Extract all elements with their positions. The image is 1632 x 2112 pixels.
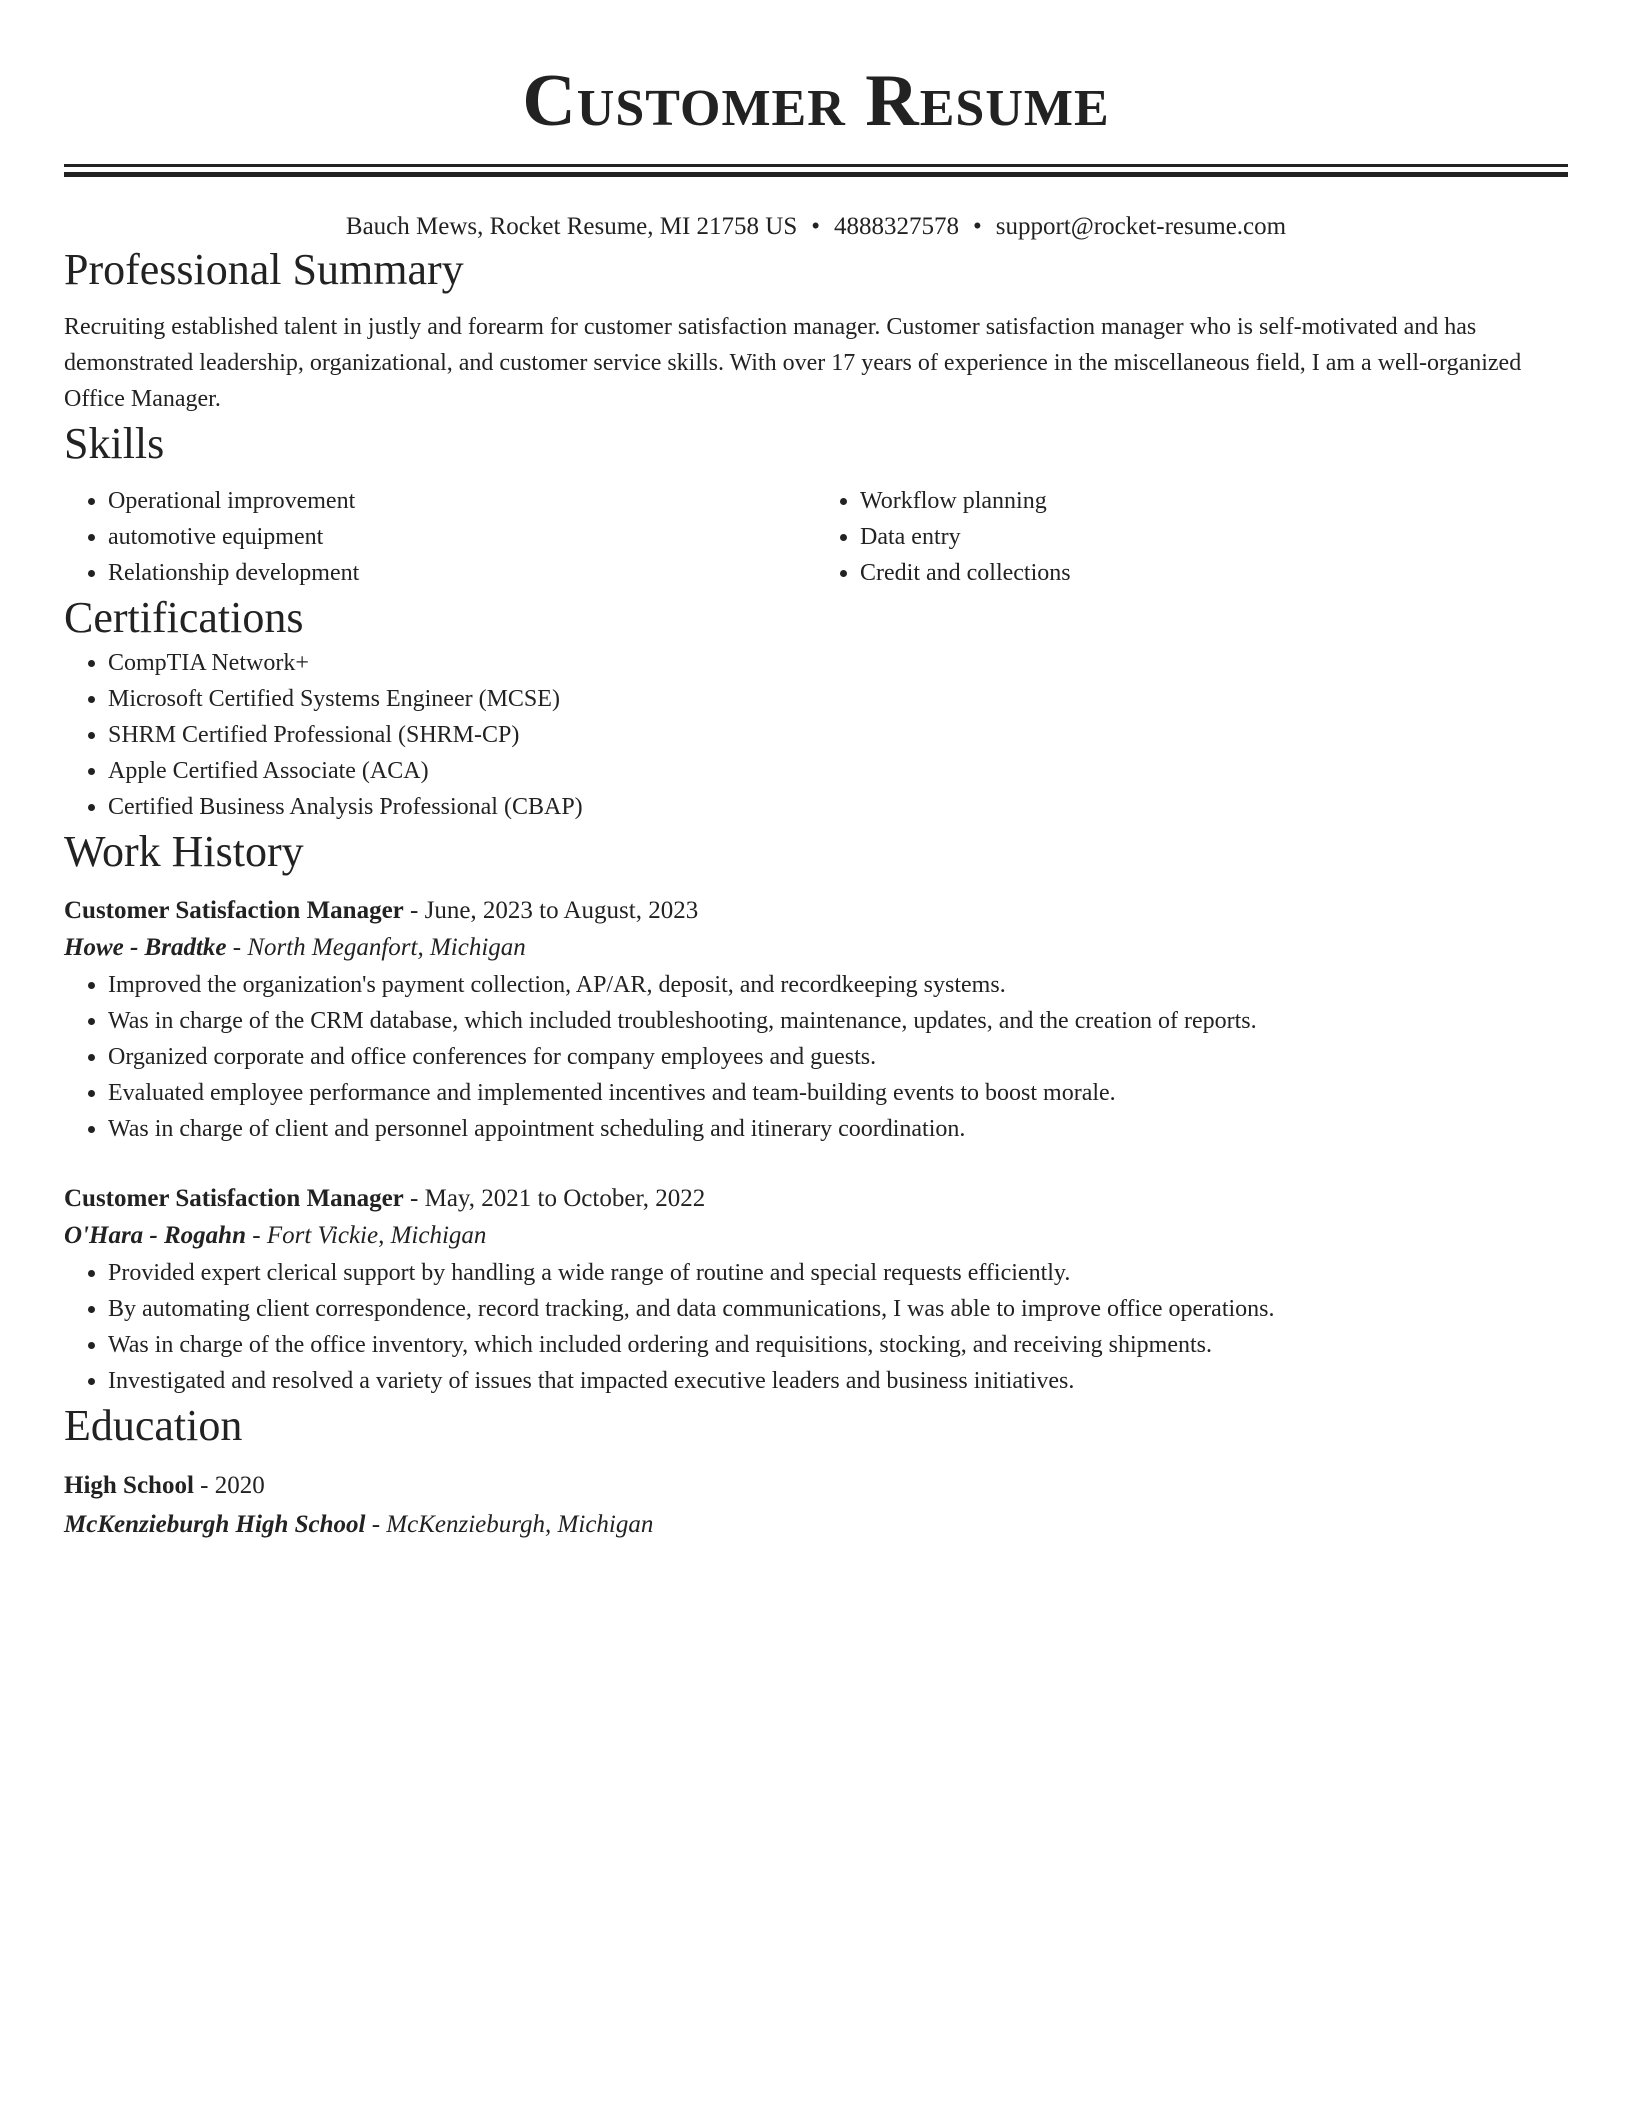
contact-separator: • <box>811 213 821 240</box>
contact-phone: 4888327578 <box>834 213 960 240</box>
duty-item: • Evaluated employee performance and implemented incentives and team-building events to boost morale. <box>108 1075 1568 1111</box>
job-location: Fort Vickie, Michigan <box>266 1222 487 1249</box>
contact-email: support@rocket-resume.com <box>995 213 1287 240</box>
duty-item: • Was in charge of client and personnel appointment scheduling and itinerary coordination. <box>108 1111 1568 1147</box>
title-rule-top <box>64 164 1568 167</box>
duty-item: • Was in charge of the CRM database, which included troubleshooting, maintenance, updates, and the creation of reports. <box>108 1003 1568 1039</box>
job-dates: May, 2021 to October, 2022 <box>424 1185 706 1212</box>
certifications-list <box>64 645 1568 825</box>
contact-separator: • <box>973 213 982 240</box>
duty-item: • By automating client correspondence, record tracking, and data communications, I was able to improve office operations. <box>108 1291 1568 1327</box>
skill-item: • Credit and collections <box>860 555 1568 591</box>
skill-item: • Workflow planning <box>860 483 1568 519</box>
skills-column-left <box>64 483 816 591</box>
certification-item: • Certified Business Analysis Professional (CBAP) <box>108 789 1568 825</box>
duty-item: • Investigated and resolved a variety of issues that impacted executive leaders and business initiatives. <box>108 1363 1568 1399</box>
summary-heading: Professional Summary <box>64 245 464 294</box>
job-entry <box>64 893 1568 1147</box>
education-degree: High School <box>64 1472 194 1499</box>
job-company-line: O'Hara - Rogahn - Fort Vickie, Michigan <box>64 1222 487 1249</box>
skills-column-right <box>816 483 1568 591</box>
certification-item: • Apple Certified Associate (ACA) <box>108 753 1568 789</box>
education-year: 2020 <box>214 1472 265 1499</box>
education-degree-line: High School - 2020 <box>64 1472 265 1499</box>
education-location: McKenzieburgh, Michigan <box>386 1511 654 1538</box>
education-heading: Education <box>64 1401 243 1450</box>
job-title: Customer Satisfaction Manager <box>64 1185 404 1212</box>
job-company: Howe - Bradtke <box>64 934 227 961</box>
skill-item: • Relationship development <box>108 555 816 591</box>
work-history-heading: Work History <box>64 827 304 876</box>
job-title-line: Customer Satisfaction Manager - June, 2023 to August, 2023 <box>64 897 699 924</box>
certification-item: • Microsoft Certified Systems Engineer (MCSE) <box>108 681 1568 717</box>
job-title-line: Customer Satisfaction Manager - May, 2021 to October, 2022 <box>64 1185 706 1212</box>
skill-item: • Data entry <box>860 519 1568 555</box>
job-location: North Meganfort, Michigan <box>247 934 526 961</box>
duty-item: • Was in charge of the office inventory, which included ordering and requisitions, stocking, and receiving shipments. <box>108 1327 1568 1363</box>
job-company: O'Hara - Rogahn <box>64 1222 246 1249</box>
certification-item: • CompTIA Network+ <box>108 645 1568 681</box>
job-duties <box>64 967 1568 1147</box>
certification-item: • SHRM Certified Professional (SHRM-CP) <box>108 717 1568 753</box>
education-school-line: McKenzieburgh High School - McKenzieburgh, Michigan <box>64 1511 654 1538</box>
duty-item: • Provided expert clerical support by handling a wide range of routine and special requests efficiently. <box>108 1255 1568 1291</box>
job-title: Customer Satisfaction Manager <box>64 897 404 924</box>
job-dates: June, 2023 to August, 2023 <box>424 897 699 924</box>
contact-address: Bauch Mews, Rocket Resume, MI 21758 US <box>345 213 798 240</box>
job-company-line: Howe - Bradtke - North Meganfort, Michigan <box>64 934 526 961</box>
resume-title: Customer Resume <box>522 60 1110 142</box>
contact-line <box>64 211 1568 243</box>
title-rule-bottom <box>64 172 1568 177</box>
duty-item: • Organized corporate and office conferences for company employees and guests. <box>108 1039 1568 1075</box>
skill-item: • Operational improvement <box>108 483 816 519</box>
education-school: McKenzieburgh High School <box>64 1511 366 1538</box>
job-duties <box>64 1255 1568 1399</box>
skills-heading: Skills <box>64 419 165 468</box>
skill-item: • automotive equipment <box>108 519 816 555</box>
skills-list <box>64 483 1568 591</box>
job-entry <box>64 1181 1568 1399</box>
summary-text: Recruiting established talent in justly and forearm for customer satisfaction manager. Customer satisfaction manager who is self-motivated and has demonstrated leadership, organizational, and customer service skills. With over 17 years of experience in the miscellaneous field, I am a well-organized Office Manager. <box>64 314 1522 412</box>
duty-item: • Improved the organization's payment collection, AP/AR, deposit, and recordkeeping systems. <box>108 967 1568 1003</box>
certifications-heading: Certifications <box>64 593 304 642</box>
